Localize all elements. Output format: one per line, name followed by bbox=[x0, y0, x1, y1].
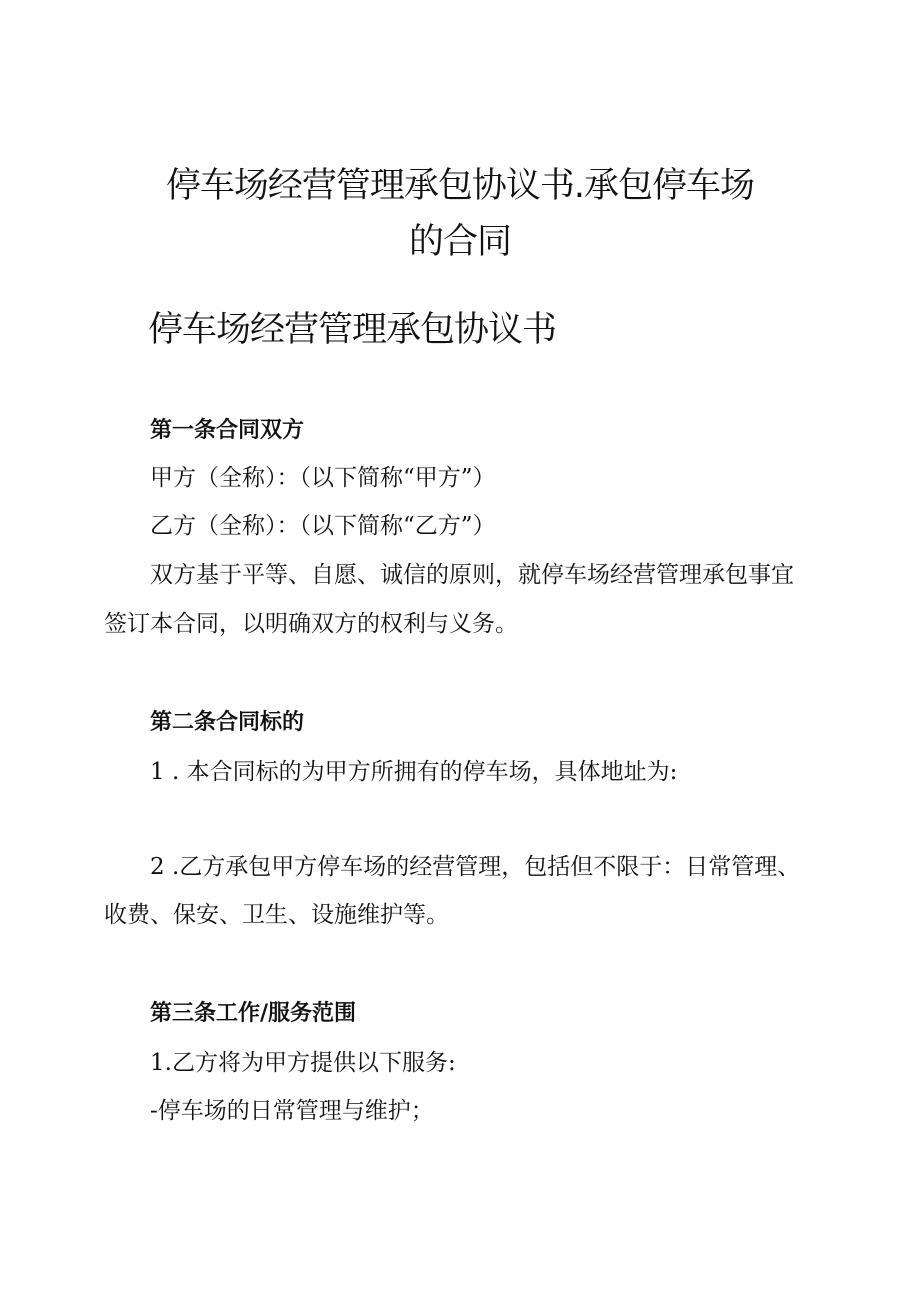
document-title-line1: 停车场经营管理承包协议书.承包停车场 bbox=[165, 166, 755, 206]
section-1-paragraph-line1: 双方基于平等、自愿、诚信的原则，就停车场经营管理承包事宜 bbox=[150, 562, 794, 588]
section-2-item-2-line1: 2 .乙方承包甲方停车场的经营管理，包括但不限于：日常管理、 bbox=[150, 854, 801, 880]
party-b-line: 乙方（全称）：（以下简称“乙方”） bbox=[150, 513, 496, 539]
section-2-heading: 第二条合同标的 bbox=[150, 710, 305, 735]
party-a-line: 甲方（全称）：（以下简称“甲方”） bbox=[150, 465, 496, 491]
section-1-heading: 第一条合同双方 bbox=[150, 418, 305, 443]
section-2-item-2-line2: 收费、保安、卫生、设施维护等。 bbox=[104, 902, 449, 928]
section-3-heading: 第三条工作/服务范围 bbox=[150, 1001, 357, 1026]
document-title bbox=[100, 158, 820, 270]
section-1-paragraph-line2: 签订本合同，以明确双方的权利与义务。 bbox=[104, 611, 518, 637]
section-2-item-1: 1 . 本合同标的为甲方所拥有的停车场，具体地址为: bbox=[150, 759, 678, 785]
agreement-subtitle: 停车场经营管理承包协议书 bbox=[148, 310, 557, 350]
section-3-bullet-1: -停车场的日常管理与维护； bbox=[150, 1098, 434, 1124]
section-3-item-1: 1.乙方将为甲方提供以下服务: bbox=[150, 1050, 456, 1076]
document-title-line2: 的合同 bbox=[408, 222, 511, 262]
